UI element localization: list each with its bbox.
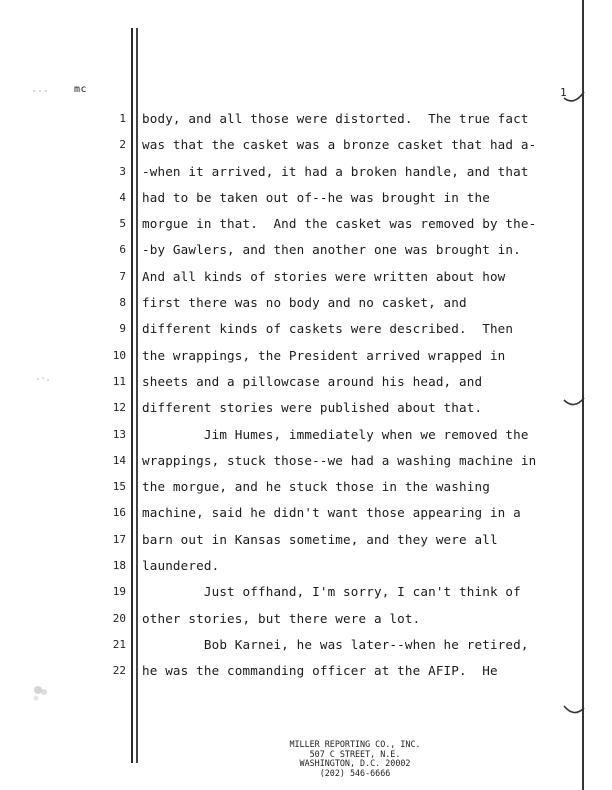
transcript-line: morgue in that. And the casket was removed by the-: [142, 216, 537, 232]
line-number: 13: [112, 427, 126, 441]
transcript-line: different stories were published about that.: [142, 400, 483, 416]
transcript-line: barn out in Kansas sometime, and they were all: [142, 531, 498, 547]
transcript-line: And all kinds of stories were written about how: [142, 268, 506, 284]
line-number: 20: [112, 611, 126, 625]
transcript-line: the morgue, and he stuck those in the washing: [142, 479, 490, 495]
footer-company: MILLER REPORTING CO., INC.: [289, 739, 421, 749]
transcript-line: first there was no body and no casket, and: [142, 295, 467, 311]
line-number: 1: [119, 112, 126, 125]
binder-curve-mark: [560, 696, 590, 726]
transcript-line: wrappings, stuck those--we had a washing machine in: [142, 452, 537, 468]
reporting-company-footer: [250, 740, 460, 778]
line-number: 10: [112, 348, 126, 362]
line-number: 4: [119, 190, 126, 204]
line-number-column: [96, 106, 126, 685]
transcript-line: sheets and a pillowcase around his head, and: [142, 373, 483, 389]
transcript-line: machine, said he didn't want those appearing in a: [142, 505, 521, 521]
line-number: 5: [119, 217, 126, 231]
transcript-line: different kinds of caskets were described. Then: [142, 321, 514, 337]
transcript-line: the wrappings, the President arrived wrapped in: [142, 347, 506, 363]
transcript-line: -by Gawlers, and then another one was brought in.: [142, 242, 521, 258]
left-margin-rule: [131, 28, 133, 763]
left-margin-rule-inner: [136, 28, 138, 763]
line-number: 18: [112, 559, 126, 573]
transcript-line: Bob Karnei, he was later--when he retired,: [142, 636, 529, 652]
line-number: 3: [119, 164, 126, 178]
footer-phone: (202) 546-6666: [319, 767, 391, 778]
scan-smudge: [26, 680, 56, 710]
transcript-line: had to be taken out of--he was brought in the: [142, 189, 490, 205]
transcript-line: Jim Humes, immediately when we removed the: [142, 426, 529, 442]
line-number: 14: [112, 453, 126, 467]
transcript-line: other stories, but there were a lot.: [142, 610, 421, 626]
line-number: 17: [112, 532, 126, 546]
transcript-line: laundered.: [142, 558, 220, 574]
line-number: 11: [112, 374, 126, 388]
transcript-line: -when it arrived, it had a broken handle, and that: [142, 163, 529, 179]
scan-speck: [34, 374, 54, 384]
transcript-line: was that the casket was a bronze casket that had a-: [142, 137, 537, 153]
line-number: 8: [119, 296, 126, 310]
scan-speck: [30, 86, 60, 96]
line-number: 7: [119, 269, 126, 283]
line-number: 9: [119, 322, 126, 336]
line-number: 12: [112, 401, 126, 415]
footer-street: 507 C STREET, N.E.: [309, 748, 401, 759]
line-number: 16: [112, 506, 126, 520]
transcript-line: he was the commanding officer at the AFIP. He: [142, 663, 498, 679]
line-number: 2: [119, 138, 126, 152]
line-number: 21: [112, 637, 126, 651]
reporter-initials: mc: [74, 84, 88, 95]
transcript-body: [142, 106, 578, 685]
transcript-line: body, and all those were distorted. The true fact: [142, 111, 529, 126]
line-number: 6: [119, 243, 126, 257]
line-number: 22: [112, 664, 126, 678]
line-number: 15: [112, 480, 126, 494]
transcript-line: Just offhand, I'm sorry, I can't think of: [142, 584, 521, 600]
page-number: 1: [560, 86, 567, 99]
footer-city: WASHINGTON, D.C. 20002: [299, 758, 411, 769]
line-number: 19: [112, 585, 126, 599]
